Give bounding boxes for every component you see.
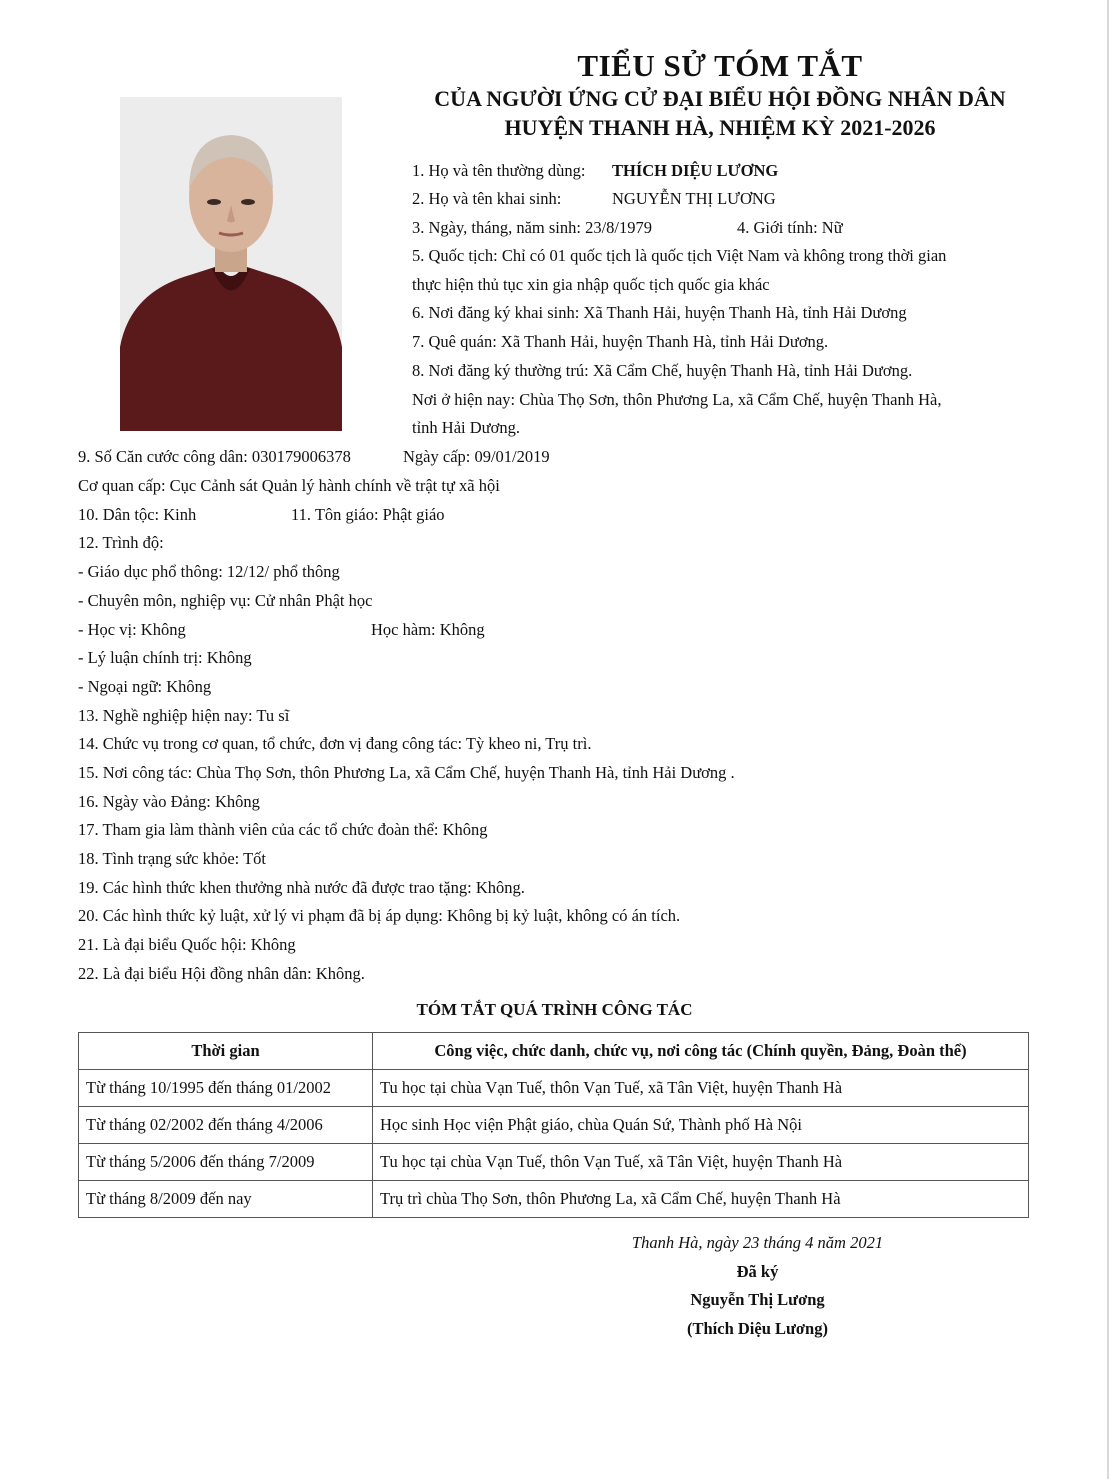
row-description: Học sinh Học viện Phật giáo, chùa Quán Sứ, Thành phố Hà Nội [373,1107,1029,1144]
professional-qualification: - Chuyên môn, nghiệp vụ: Cử nhân Phật học [78,591,373,610]
row-time: Từ tháng 10/1995 đến tháng 01/2002 [79,1070,373,1107]
academic-degree: - Học vị: Không [78,620,186,639]
portrait-photo-icon [120,97,342,431]
birth-registration-place: 6. Nơi đăng ký khai sinh: Xã Thanh Hải, huyện Thanh Hà, tỉnh Hải Dương [412,303,907,322]
signatory-name: Nguyễn Thị Lương [690,1290,825,1309]
ethnicity: 10. Dân tộc: Kinh [78,505,197,524]
permanent-residence: 8. Nơi đăng ký thường trú: Xã Cẩm Chế, huyện Thanh Hà, tỉnh Hải Dương. [412,361,913,380]
current-residence-line-1: Nơi ở hiện nay: Chùa Thọ Sơn, thôn Phương La, xã Cẩm Chế, huyện Thanh Hà, [412,390,942,409]
signature-place-date: Thanh Hà, ngày 23 tháng 4 năm 2021 [631,1233,884,1252]
foreign-language: - Ngoại ngữ: Không [78,677,212,696]
row-description: Tu học tại chùa Vạn Tuế, thôn Vạn Tuế, xã Tân Việt, huyện Thanh Hà [373,1144,1029,1181]
state-awards: 19. Các hình thức khen thưởng nhà nước đã được trao tặng: Không. [78,878,525,897]
organization-membership: 17. Tham gia làm thành viên của các tổ chức đoàn thể: Không [78,820,488,839]
column-header-description: Công việc, chức danh, chức vụ, nơi công tác (Chính quyền, Đảng, Đoàn thể) [373,1033,1029,1070]
full-name-value: THÍCH DIỆU LƯƠNG [612,161,779,180]
position: 14. Chức vụ trong cơ quan, tổ chức, đơn vị đang công tác: Tỳ kheo ni, Trụ trì. [78,734,592,753]
portrait-photo [120,97,342,431]
row-description: Tu học tại chùa Vạn Tuế, thôn Vạn Tuế, xã Tân Việt, huyện Thanh Hà [373,1070,1029,1107]
occupation: 13. Nghề nghiệp hiện nay: Tu sĩ [78,706,290,725]
nationality-line-1: 5. Quốc tịch: Chỉ có 01 quốc tịch là quốc tịch Việt Nam và không trong thời gian [412,246,947,265]
document-subtitle-line-2: HUYỆN THANH HÀ, NHIỆM KỲ 2021-2026 [504,115,936,140]
health-status: 18. Tình trạng sức khỏe: Tốt [78,849,266,868]
peoples-council-delegate: 22. Là đại biểu Hội đồng nhân dân: Không. [78,964,365,983]
gender: 4. Giới tính: Nữ [737,218,843,237]
work-history-table [78,1032,1029,1218]
political-theory: - Lý luận chính trị: Không [78,648,252,667]
academic-title: Học hàm: Không [371,620,485,639]
full-name-label: 1. Họ và tên thường dùng: [412,161,586,180]
hometown: 7. Quê quán: Xã Thanh Hải, huyện Thanh Hà, tỉnh Hải Dương. [412,332,829,351]
birth-name-label: 2. Họ và tên khai sinh: [412,189,562,208]
row-time: Từ tháng 8/2009 đến nay [79,1181,373,1218]
general-education: - Giáo dục phổ thông: 12/12/ phổ thông [78,562,340,581]
table-row [79,1181,1029,1218]
nationality-line-2: thực hiện thủ tục xin gia nhập quốc tịch quốc gia khác [412,275,770,294]
current-residence-line-2: tỉnh Hải Dương. [412,418,520,437]
table-header-row [79,1033,1029,1070]
row-description: Trụ trì chùa Thọ Sơn, thôn Phương La, xã Cẩm Chế, huyện Thanh Hà [373,1181,1029,1218]
row-time: Từ tháng 5/2006 đến tháng 7/2009 [79,1144,373,1181]
citizen-id: 9. Số Căn cước công dân: 030179006378 [78,447,351,466]
issuing-agency: Cơ quan cấp: Cục Cảnh sát Quản lý hành chính về trật tự xã hội [78,476,500,495]
table-row [79,1070,1029,1107]
table-row [79,1107,1029,1144]
row-time: Từ tháng 02/2002 đến tháng 4/2006 [79,1107,373,1144]
citizen-id-issue-date: Ngày cấp: 09/01/2019 [403,447,550,466]
signature-signed-label: Đã ký [736,1262,779,1281]
signatory-dharma-name: (Thích Diệu Lương) [687,1319,828,1338]
birth-name-value: NGUYỄN THỊ LƯƠNG [612,189,776,208]
table-row [79,1144,1029,1181]
religion: 11. Tôn giáo: Phật giáo [291,505,445,524]
document-subtitle-line-1: CỦA NGƯỜI ỨNG CỬ ĐẠI BIỂU HỘI ĐỒNG NHÂN DÂN [434,86,1006,111]
national-assembly-delegate: 21. Là đại biểu Quốc hội: Không [78,935,296,954]
party-admission-date: 16. Ngày vào Đảng: Không [78,792,260,811]
education-heading: 12. Trình độ: [78,533,164,552]
date-of-birth: 3. Ngày, tháng, năm sinh: 23/8/1979 [412,218,652,237]
work-history-title: TÓM TẮT QUÁ TRÌNH CÔNG TÁC [416,1000,693,1019]
column-header-time: Thời gian [79,1033,373,1070]
workplace: 15. Nơi công tác: Chùa Thọ Sơn, thôn Phương La, xã Cẩm Chế, huyện Thanh Hà, tỉnh Hải Dương . [78,763,735,782]
document-title: TIỂU SỬ TÓM TẮT [577,48,863,83]
disciplinary-record: 20. Các hình thức kỷ luật, xử lý vi phạm đã bị áp dụng: Không bị kỷ luật, không có án tích. [78,906,681,925]
